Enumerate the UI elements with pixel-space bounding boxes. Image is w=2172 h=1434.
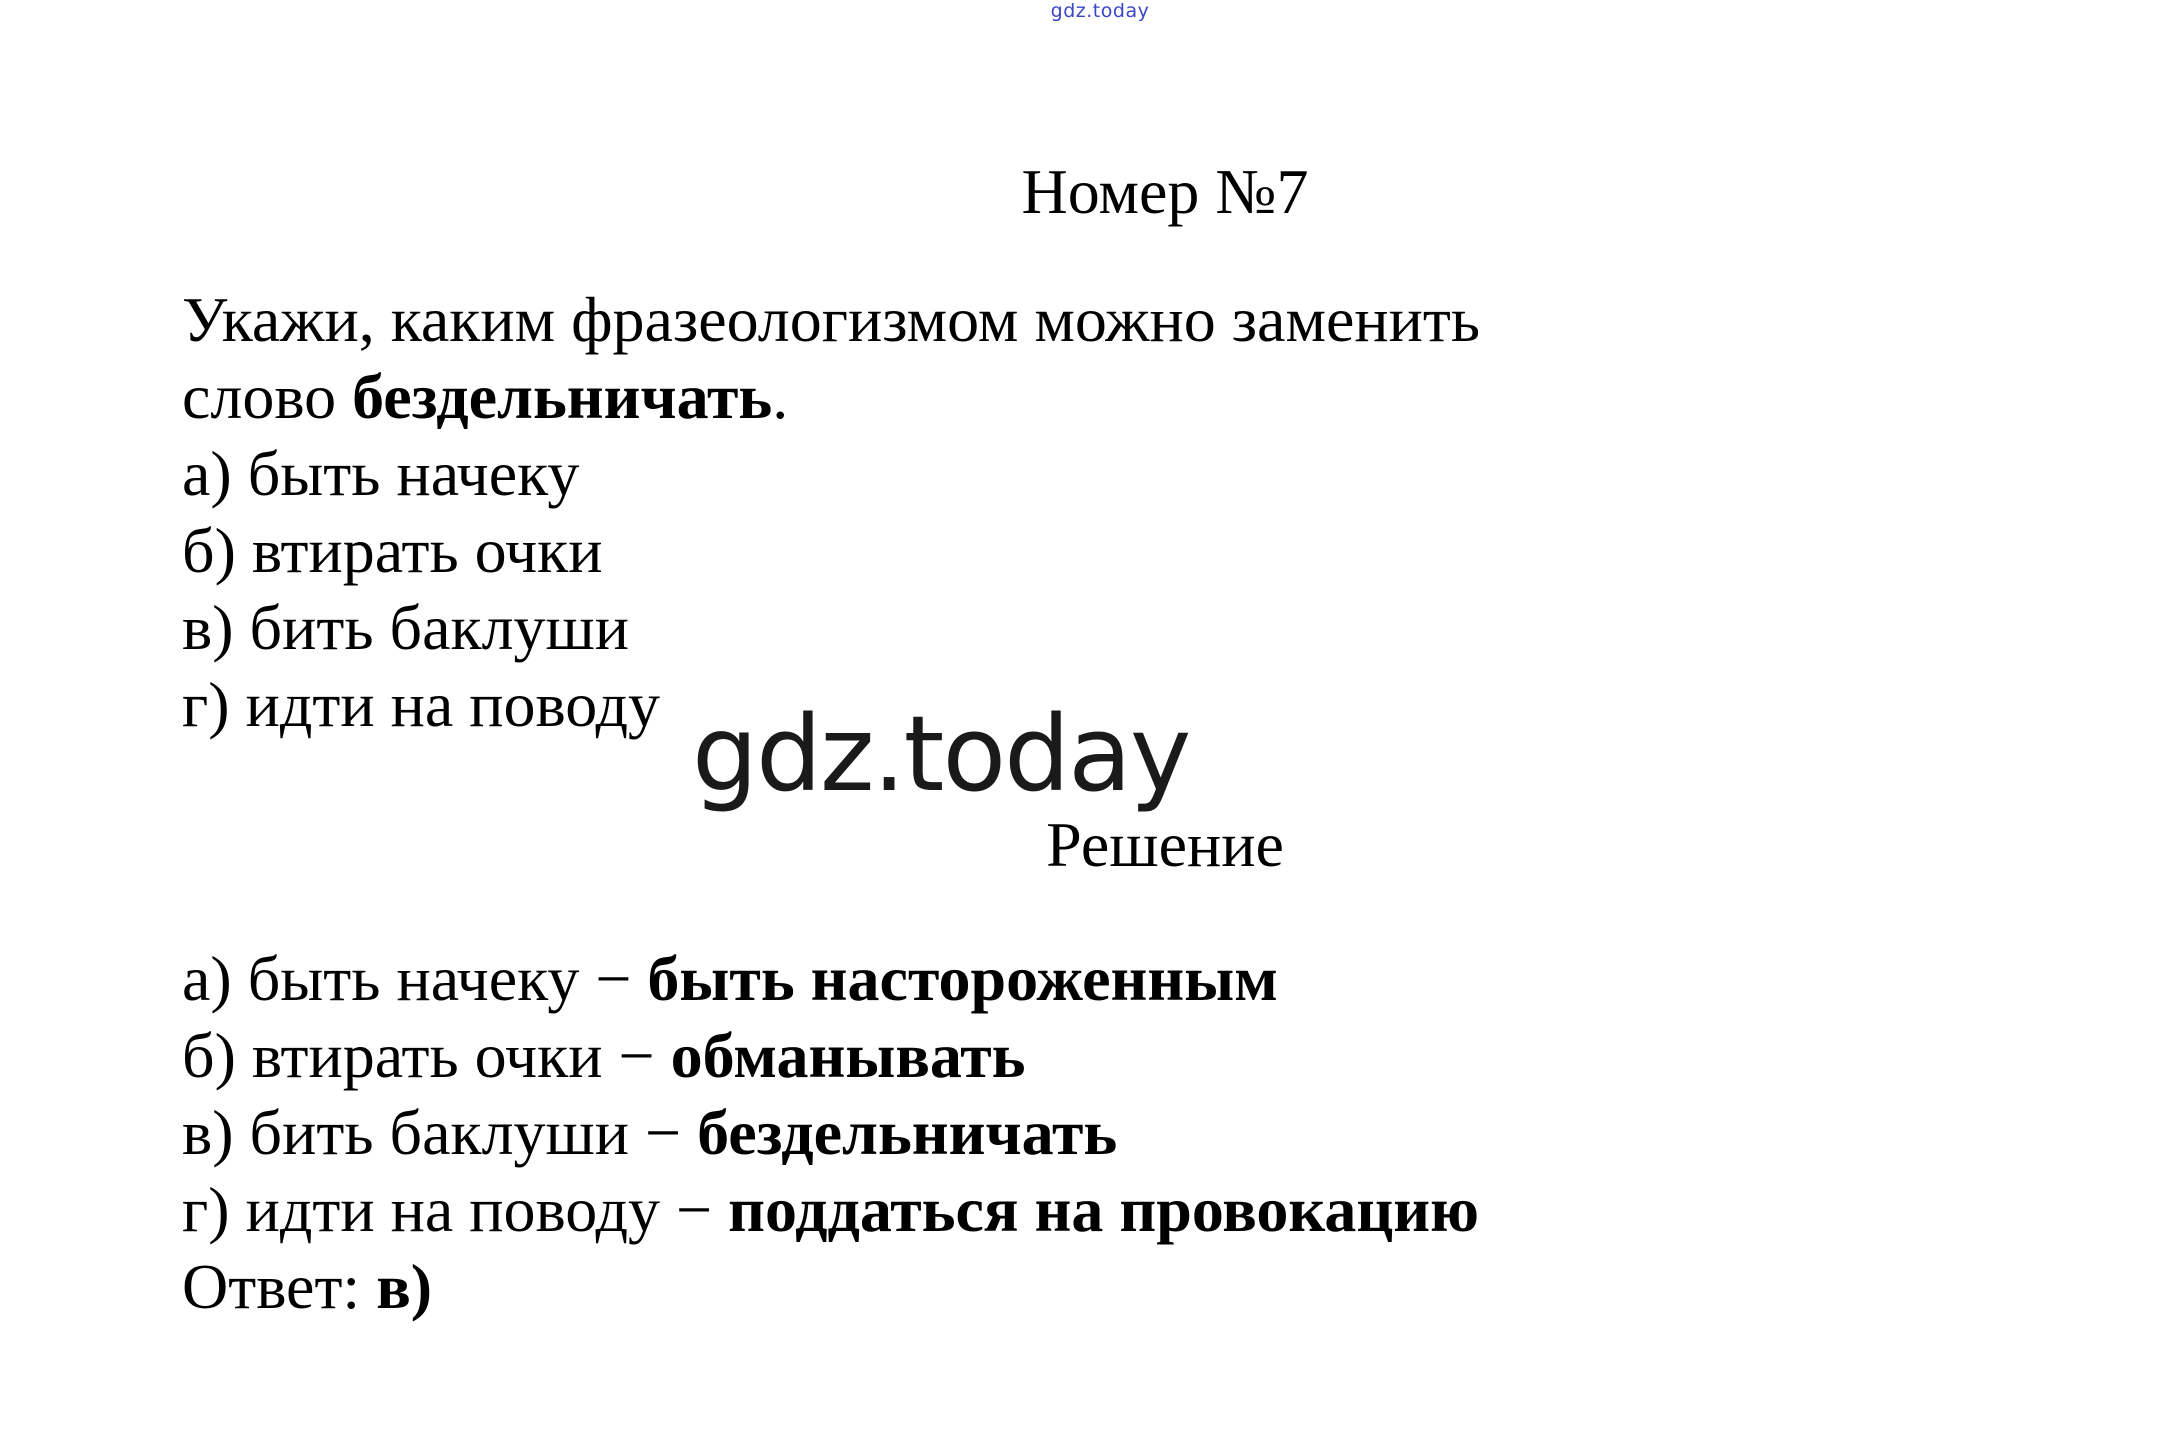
- answer-meaning-c: бездельничать: [697, 1097, 1118, 1168]
- task-title: Номер №7: [1021, 156, 1309, 227]
- answer-line-d: [182, 1171, 1479, 1248]
- question-line-2-suffix: .: [772, 361, 789, 432]
- answer-phrase-a: а) быть начеку −: [182, 943, 648, 1014]
- answer-line-b: [182, 1017, 1479, 1094]
- answer-line-a: [182, 940, 1479, 1017]
- answer-phrase-b: б) втирать очки −: [182, 1020, 671, 1091]
- question-keyword: бездельничать: [352, 361, 773, 432]
- option-a: а) быть начеку: [182, 438, 580, 509]
- question-line-2: [182, 358, 1480, 435]
- answer-line-c: [182, 1094, 1479, 1171]
- final-answer-label: Ответ:: [182, 1251, 377, 1322]
- answer-meaning-b: обманывать: [670, 1020, 1026, 1091]
- final-answer: [182, 1248, 1479, 1325]
- final-answer-value: в): [376, 1251, 433, 1322]
- option-d: г) идти на поводу: [182, 669, 660, 740]
- answers-block: [182, 940, 1479, 1325]
- option-c: в) бить баклуши: [182, 592, 630, 663]
- question-line-2-prefix: слово: [182, 361, 353, 432]
- question-block: [182, 281, 1480, 743]
- answer-phrase-c: в) бить баклуши −: [182, 1097, 698, 1168]
- answer-phrase-d: г) идти на поводу −: [182, 1174, 729, 1245]
- solution-title: Решение: [1046, 809, 1284, 880]
- watermark-center: gdz.today: [692, 693, 1190, 815]
- option-b: б) втирать очки: [182, 515, 603, 586]
- question-line-1: Укажи, каким фразеологизмом можно заменить: [182, 284, 1480, 355]
- answer-meaning-a: быть настороженным: [647, 943, 1278, 1014]
- watermark-top: gdz.today: [1050, 0, 1150, 22]
- answer-meaning-d: поддаться на провокацию: [728, 1174, 1479, 1245]
